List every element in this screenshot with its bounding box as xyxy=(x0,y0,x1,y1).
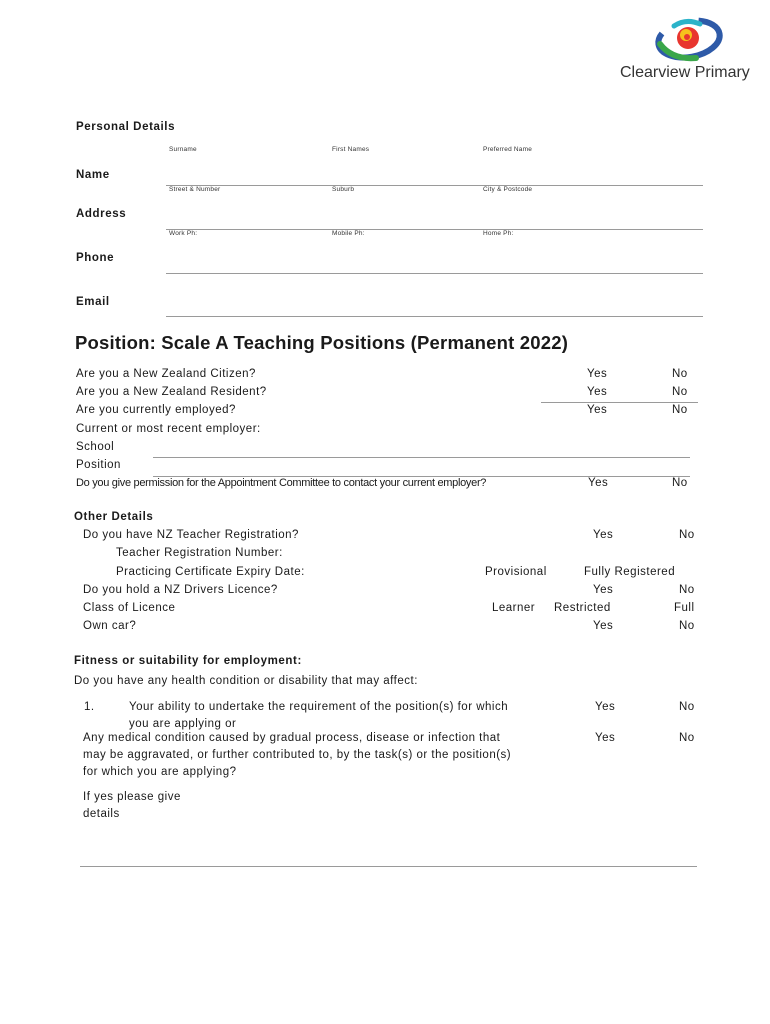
item2-no[interactable]: No xyxy=(679,732,695,744)
mobile-ph-label: Mobile Ph: xyxy=(332,230,365,237)
school-label: School xyxy=(76,441,115,453)
other-details-heading: Other Details xyxy=(74,511,154,523)
item2-text-line1: Any medical condition caused by gradual process, disease or infection that xyxy=(83,732,501,744)
phone-input-line[interactable] xyxy=(166,273,703,274)
school-input-line[interactable] xyxy=(153,457,690,458)
home-ph-label: Home Ph: xyxy=(483,230,514,237)
details-label-line2: details xyxy=(83,808,120,820)
registration-no[interactable]: No xyxy=(679,529,695,541)
name-label: Name xyxy=(76,169,110,181)
resident-divider xyxy=(541,402,698,403)
phone-label: Phone xyxy=(76,252,115,264)
resident-yes[interactable]: Yes xyxy=(587,386,608,398)
resident-question: Are you a New Zealand Resident? xyxy=(76,386,267,398)
school-logo xyxy=(652,14,726,64)
citizen-question: Are you a New Zealand Citizen? xyxy=(76,368,256,380)
citizen-no[interactable]: No xyxy=(672,368,688,380)
item1-no[interactable]: No xyxy=(679,701,695,713)
preferred-name-label: Preferred Name xyxy=(483,146,533,153)
employed-yes[interactable]: Yes xyxy=(587,404,608,416)
email-input-line[interactable] xyxy=(166,316,703,317)
email-label: Email xyxy=(76,296,110,308)
registration-number-label: Teacher Registration Number: xyxy=(116,547,283,559)
address-label: Address xyxy=(76,208,127,220)
own-car-question: Own car? xyxy=(83,620,137,632)
fitness-intro: Do you have any health condition or disability that may affect: xyxy=(74,675,418,687)
details-input-line[interactable] xyxy=(80,866,697,867)
registration-yes[interactable]: Yes xyxy=(593,529,614,541)
own-car-no[interactable]: No xyxy=(679,620,695,632)
position-title: Position: Scale A Teaching Positions (Permanent 2022) xyxy=(75,332,569,353)
suburb-label: Suburb xyxy=(332,186,355,193)
fitness-heading: Fitness or suitability for employment: xyxy=(74,655,302,667)
class-licence-label: Class of Licence xyxy=(83,602,176,614)
item1-number: 1. xyxy=(84,701,95,713)
licence-no[interactable]: No xyxy=(679,584,695,596)
item2-text-line3: for which you are applying? xyxy=(83,766,237,778)
provisional-option[interactable]: Provisional xyxy=(485,566,547,578)
learner-option[interactable]: Learner xyxy=(492,602,536,614)
certificate-expiry-label: Practicing Certificate Expiry Date: xyxy=(116,566,305,578)
logo-text: Clearview Primary xyxy=(620,64,750,81)
item2-text-line2: may be aggravated, or further contributed to, by the task(s) or the position(s) xyxy=(83,749,512,761)
registration-question: Do you have NZ Teacher Registration? xyxy=(83,529,299,541)
full-option[interactable]: Full xyxy=(674,602,695,614)
surname-label: Surname xyxy=(169,146,197,153)
item1-text-line1: Your ability to undertake the requirement of the position(s) for which xyxy=(129,701,509,713)
position-label: Position xyxy=(76,459,121,471)
city-postcode-label: City & Postcode xyxy=(483,186,533,193)
restricted-option[interactable]: Restricted xyxy=(554,602,611,614)
employer-question: Current or most recent employer: xyxy=(76,423,261,435)
own-car-yes[interactable]: Yes xyxy=(593,620,614,632)
item1-text-line2: you are applying or xyxy=(129,718,237,730)
permission-question: Do you give permission for the Appointment Committee to contact your current employer? xyxy=(76,477,487,489)
personal-details-heading: Personal Details xyxy=(76,121,176,133)
details-label-line1: If yes please give xyxy=(83,791,181,803)
licence-question: Do you hold a NZ Drivers Licence? xyxy=(83,584,278,596)
street-label: Street & Number xyxy=(169,186,221,193)
resident-no[interactable]: No xyxy=(672,386,688,398)
address-input-line[interactable] xyxy=(166,229,703,230)
item2-yes[interactable]: Yes xyxy=(595,732,616,744)
citizen-yes[interactable]: Yes xyxy=(587,368,608,380)
employed-no[interactable]: No xyxy=(672,404,688,416)
permission-no[interactable]: No xyxy=(672,477,688,489)
fully-registered-option[interactable]: Fully Registered xyxy=(584,566,676,578)
licence-yes[interactable]: Yes xyxy=(593,584,614,596)
item1-yes[interactable]: Yes xyxy=(595,701,616,713)
logo-mark-icon xyxy=(652,14,726,64)
first-names-label: First Names xyxy=(332,146,370,153)
work-ph-label: Work Ph: xyxy=(169,230,198,237)
name-input-line[interactable] xyxy=(166,185,703,186)
permission-yes[interactable]: Yes xyxy=(588,477,609,489)
employed-question: Are you currently employed? xyxy=(76,404,236,416)
